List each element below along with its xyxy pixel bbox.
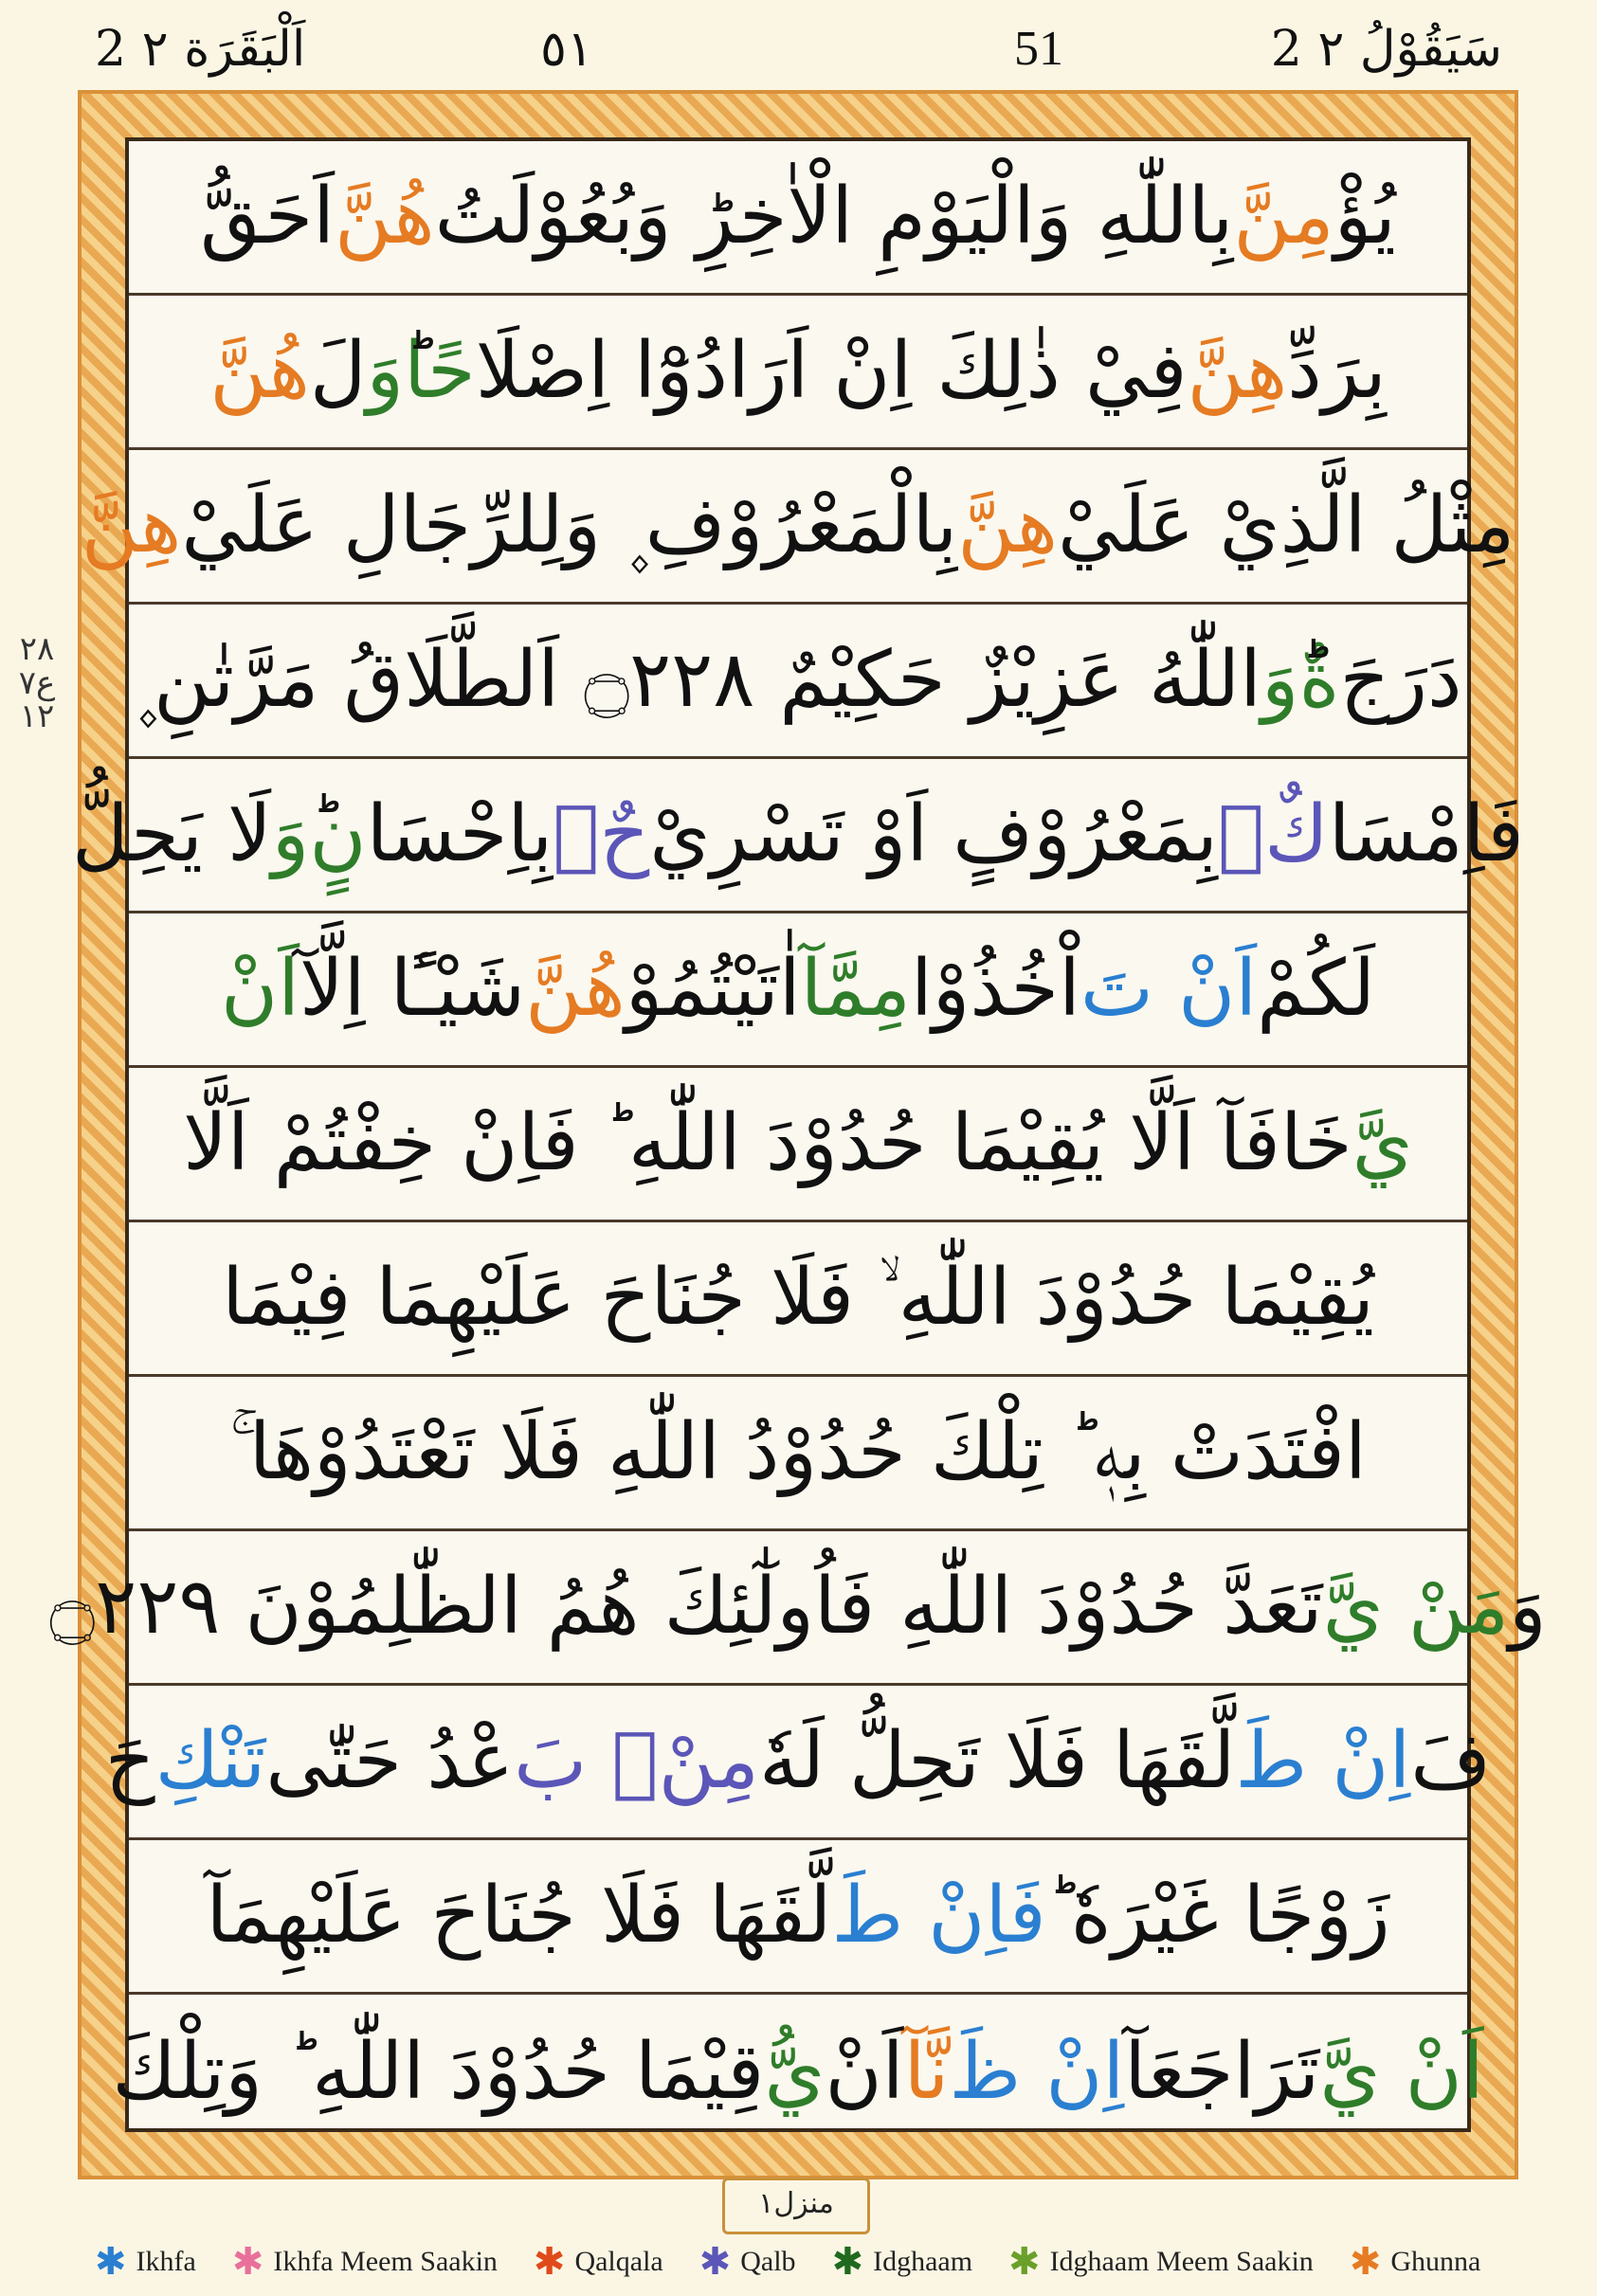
verse-text-area bbox=[49, 137, 1547, 2132]
juz-name: 2 سَيَقُوْلُ ٢ bbox=[1270, 21, 1502, 78]
verse-line bbox=[129, 913, 1467, 1068]
verse-line bbox=[129, 1222, 1467, 1377]
legend-item bbox=[1349, 2240, 1481, 2283]
legend-star-icon: ✱ bbox=[1349, 2240, 1382, 2283]
verse-segment: زَوْجًا غَيْرَهٗ ؕ bbox=[1045, 1871, 1390, 1961]
verse-segment: لَّقَهَا فَلَا تَحِلُّ لَهٗ bbox=[758, 1716, 1236, 1806]
verse-segment: تَعَدَّ حُدُوْدَ اللّٰهِ فَاُولٰٓئِكَ هُمُ الظّٰلِمُوْنَ ۝٢٢٩ bbox=[49, 1562, 1323, 1652]
verse-segment: فِيْ ذٰلِكَ اِنْ اَرَادُوْٓا اِصْلَا bbox=[475, 326, 1188, 416]
legend-label: Qalqala bbox=[574, 2246, 663, 2277]
verse-segment: بِاللّٰهِ وَالْيَوْمِ الْاٰخِرِؕ وَبُعُوْلَتُ bbox=[434, 172, 1234, 262]
verse-segment: افْتَدَتْ بِهٖ ؕ تِلْكَ حُدُوْدُ اللّٰهِ فَلَا تَعْتَدُوْهَا ۚ bbox=[229, 1407, 1367, 1497]
verse-segment: فَاِنْ طَ bbox=[831, 1871, 1046, 1961]
verse-line bbox=[129, 1068, 1467, 1222]
verse-segment: يُقِيْمَا حُدُوْدَ اللّٰهِ ۙ فَلَا جُنَاحَ عَلَيْهِمَا فِيْمَا bbox=[222, 1253, 1374, 1343]
verse-segment: اَنْ bbox=[825, 2026, 904, 2117]
verse-segment: لَ bbox=[309, 326, 367, 416]
verse-segment: لَّقَهَا فَلَا جُنَاحَ عَلَيْهِمَآ bbox=[206, 1871, 832, 1961]
verse-segment: لَكُمْ bbox=[1257, 944, 1375, 1034]
verse-segment: مَنْ يَّ bbox=[1322, 1562, 1510, 1652]
verse-segment: هُنَّ bbox=[335, 172, 435, 262]
page-number: 51 bbox=[1014, 22, 1063, 76]
verse-line bbox=[129, 1377, 1467, 1531]
ruku-marker-mid: ع٧ bbox=[18, 663, 56, 702]
verse-segment: شَيْـًٔا اِلَّآ bbox=[299, 944, 526, 1034]
verse-segment: يُّ bbox=[764, 2026, 826, 2117]
verse-segment: حٌۢ bbox=[553, 789, 650, 879]
verse-segment: خَافَآ اَلَّا يُقِيْمَا حُدُوْدَ اللّٰهِ ؕ فَاِنْ خِفْتُمْ اَلَّا bbox=[183, 1098, 1352, 1188]
verse-segment: قِيْمَا حُدُوْدَ اللّٰهِ ؕ وَتِلْكَ bbox=[112, 2026, 765, 2117]
manzil-label: منزل١ bbox=[722, 2178, 870, 2234]
verse-segment: اللّٰهُ عَزِيْزٌ حَكِيْمٌ ۝٢٢٨ اَلطَّلَاقُ مَرَّتٰنِ ۪ bbox=[134, 635, 1261, 725]
legend-label: Ikhfa bbox=[136, 2246, 196, 2277]
verse-segment: مِنْۢ بَ bbox=[514, 1716, 759, 1806]
verse-segment: نَّآ bbox=[903, 2026, 950, 2117]
verse-segment: دَرَجَ bbox=[1339, 635, 1462, 725]
verse-segment: مِنَّ bbox=[1233, 172, 1334, 262]
verse-segment: حًا bbox=[404, 326, 476, 416]
ruku-marker-bottom: ١٢ bbox=[19, 697, 55, 736]
verse-segment: بِالْمَعْرُوْفِ ۪ وَلِلرِّجَالِ عَلَيْ bbox=[181, 480, 958, 570]
page-header bbox=[0, 0, 1597, 104]
surah-name: 2 اَلْبَقَرَة ٢ bbox=[95, 21, 306, 78]
legend-item bbox=[95, 2240, 196, 2283]
verse-line bbox=[129, 605, 1467, 759]
verse-line bbox=[104, 1686, 1492, 1840]
verse-line bbox=[81, 450, 1515, 605]
page-number-arabic: ٥١ bbox=[540, 21, 593, 78]
verse-line bbox=[129, 296, 1467, 450]
ruku-marker-top: ٢٨ bbox=[19, 630, 55, 668]
verse-line bbox=[129, 1840, 1467, 1995]
ruku-marker bbox=[13, 630, 61, 736]
legend-star-icon: ✱ bbox=[831, 2240, 864, 2283]
verse-segment: كٌۢ bbox=[1217, 789, 1329, 879]
verse-segment: اَنْ يَّ bbox=[1319, 2026, 1484, 2117]
verse-segment: ةٌ bbox=[1298, 635, 1340, 725]
verse-segment: فَاِمْسَا bbox=[1328, 789, 1524, 879]
verse-segment: مِمَّآ bbox=[800, 944, 911, 1034]
verse-segment: اِنْ طَ bbox=[1235, 1716, 1411, 1806]
legend-label: Ikhfa Meem Saakin bbox=[273, 2246, 498, 2277]
verse-segment: فَ bbox=[1410, 1716, 1492, 1806]
legend-star-icon: ✱ bbox=[231, 2240, 264, 2283]
decorative-border bbox=[49, 90, 1547, 2179]
legend-item bbox=[533, 2240, 663, 2283]
verse-segment: اِنْ ظَ bbox=[949, 2026, 1125, 2117]
legend-label: Idghaam bbox=[873, 2246, 973, 2277]
legend-item bbox=[831, 2240, 973, 2283]
legend-star-icon: ✱ bbox=[95, 2240, 127, 2283]
verse-segment: نٍ bbox=[309, 789, 367, 879]
verse-segment: اْخُذُوْا bbox=[910, 944, 1080, 1034]
verse-segment: يُؤْ bbox=[1334, 172, 1396, 262]
verse-line bbox=[129, 141, 1467, 296]
verse-segment: اٰتَيْتُمُوْ bbox=[625, 944, 801, 1034]
verse-segment: وَ bbox=[1509, 1562, 1547, 1652]
verse-segment: مِثْلُ الَّذِيْ عَلَيْ bbox=[1057, 480, 1515, 570]
legend-item bbox=[699, 2240, 796, 2283]
verse-segment: اَنْ bbox=[221, 944, 300, 1034]
verse-segment: هُنَّ bbox=[525, 944, 626, 1034]
verse-segment: هِنَّ bbox=[957, 480, 1058, 570]
legend-label: Ghunna bbox=[1390, 2246, 1481, 2277]
verse-segment: بِمَعْرُوْفٍ اَوْ تَسْرِيْ bbox=[649, 789, 1218, 879]
legend-star-icon: ✱ bbox=[699, 2240, 732, 2283]
verse-segment: بِرَدِّ bbox=[1287, 326, 1387, 416]
verse-segment: تَنْكِ bbox=[154, 1716, 266, 1806]
verse-segment: هِنَّ bbox=[1187, 326, 1288, 416]
tajweed-legend bbox=[95, 2238, 1516, 2286]
legend-star-icon: ✱ bbox=[533, 2240, 566, 2283]
verse-segment: وَ bbox=[366, 326, 405, 416]
verse-segment: اَنْ تَ bbox=[1080, 944, 1258, 1034]
verse-line bbox=[72, 759, 1524, 913]
verse-segment: هُنَّ bbox=[209, 326, 310, 416]
verse-segment: بِاِحْسَا bbox=[366, 789, 554, 879]
verse-segment: تَرَاجَعَآ bbox=[1124, 2026, 1320, 2117]
legend-label: Qalb bbox=[740, 2246, 796, 2277]
verse-line bbox=[49, 1531, 1547, 1686]
legend-item bbox=[231, 2240, 498, 2283]
verse-segment: يَّ bbox=[1352, 1098, 1413, 1188]
verse-segment: اَحَقُّ bbox=[200, 172, 335, 262]
verse-segment: هِنَّ bbox=[81, 480, 182, 570]
legend-label: Idghaam Meem Saakin bbox=[1049, 2246, 1314, 2277]
legend-star-icon: ✱ bbox=[1008, 2240, 1041, 2283]
verse-segment: وَ bbox=[1261, 635, 1299, 725]
verse-line bbox=[112, 1995, 1484, 2149]
verse-segment: لَا يَحِلُّ bbox=[72, 789, 272, 879]
legend-item bbox=[1008, 2240, 1314, 2283]
verse-segment: وَ bbox=[271, 789, 310, 879]
verse-segment: عْدُ حَتّٰى bbox=[265, 1716, 515, 1806]
verse-segment: حَ bbox=[104, 1716, 155, 1806]
